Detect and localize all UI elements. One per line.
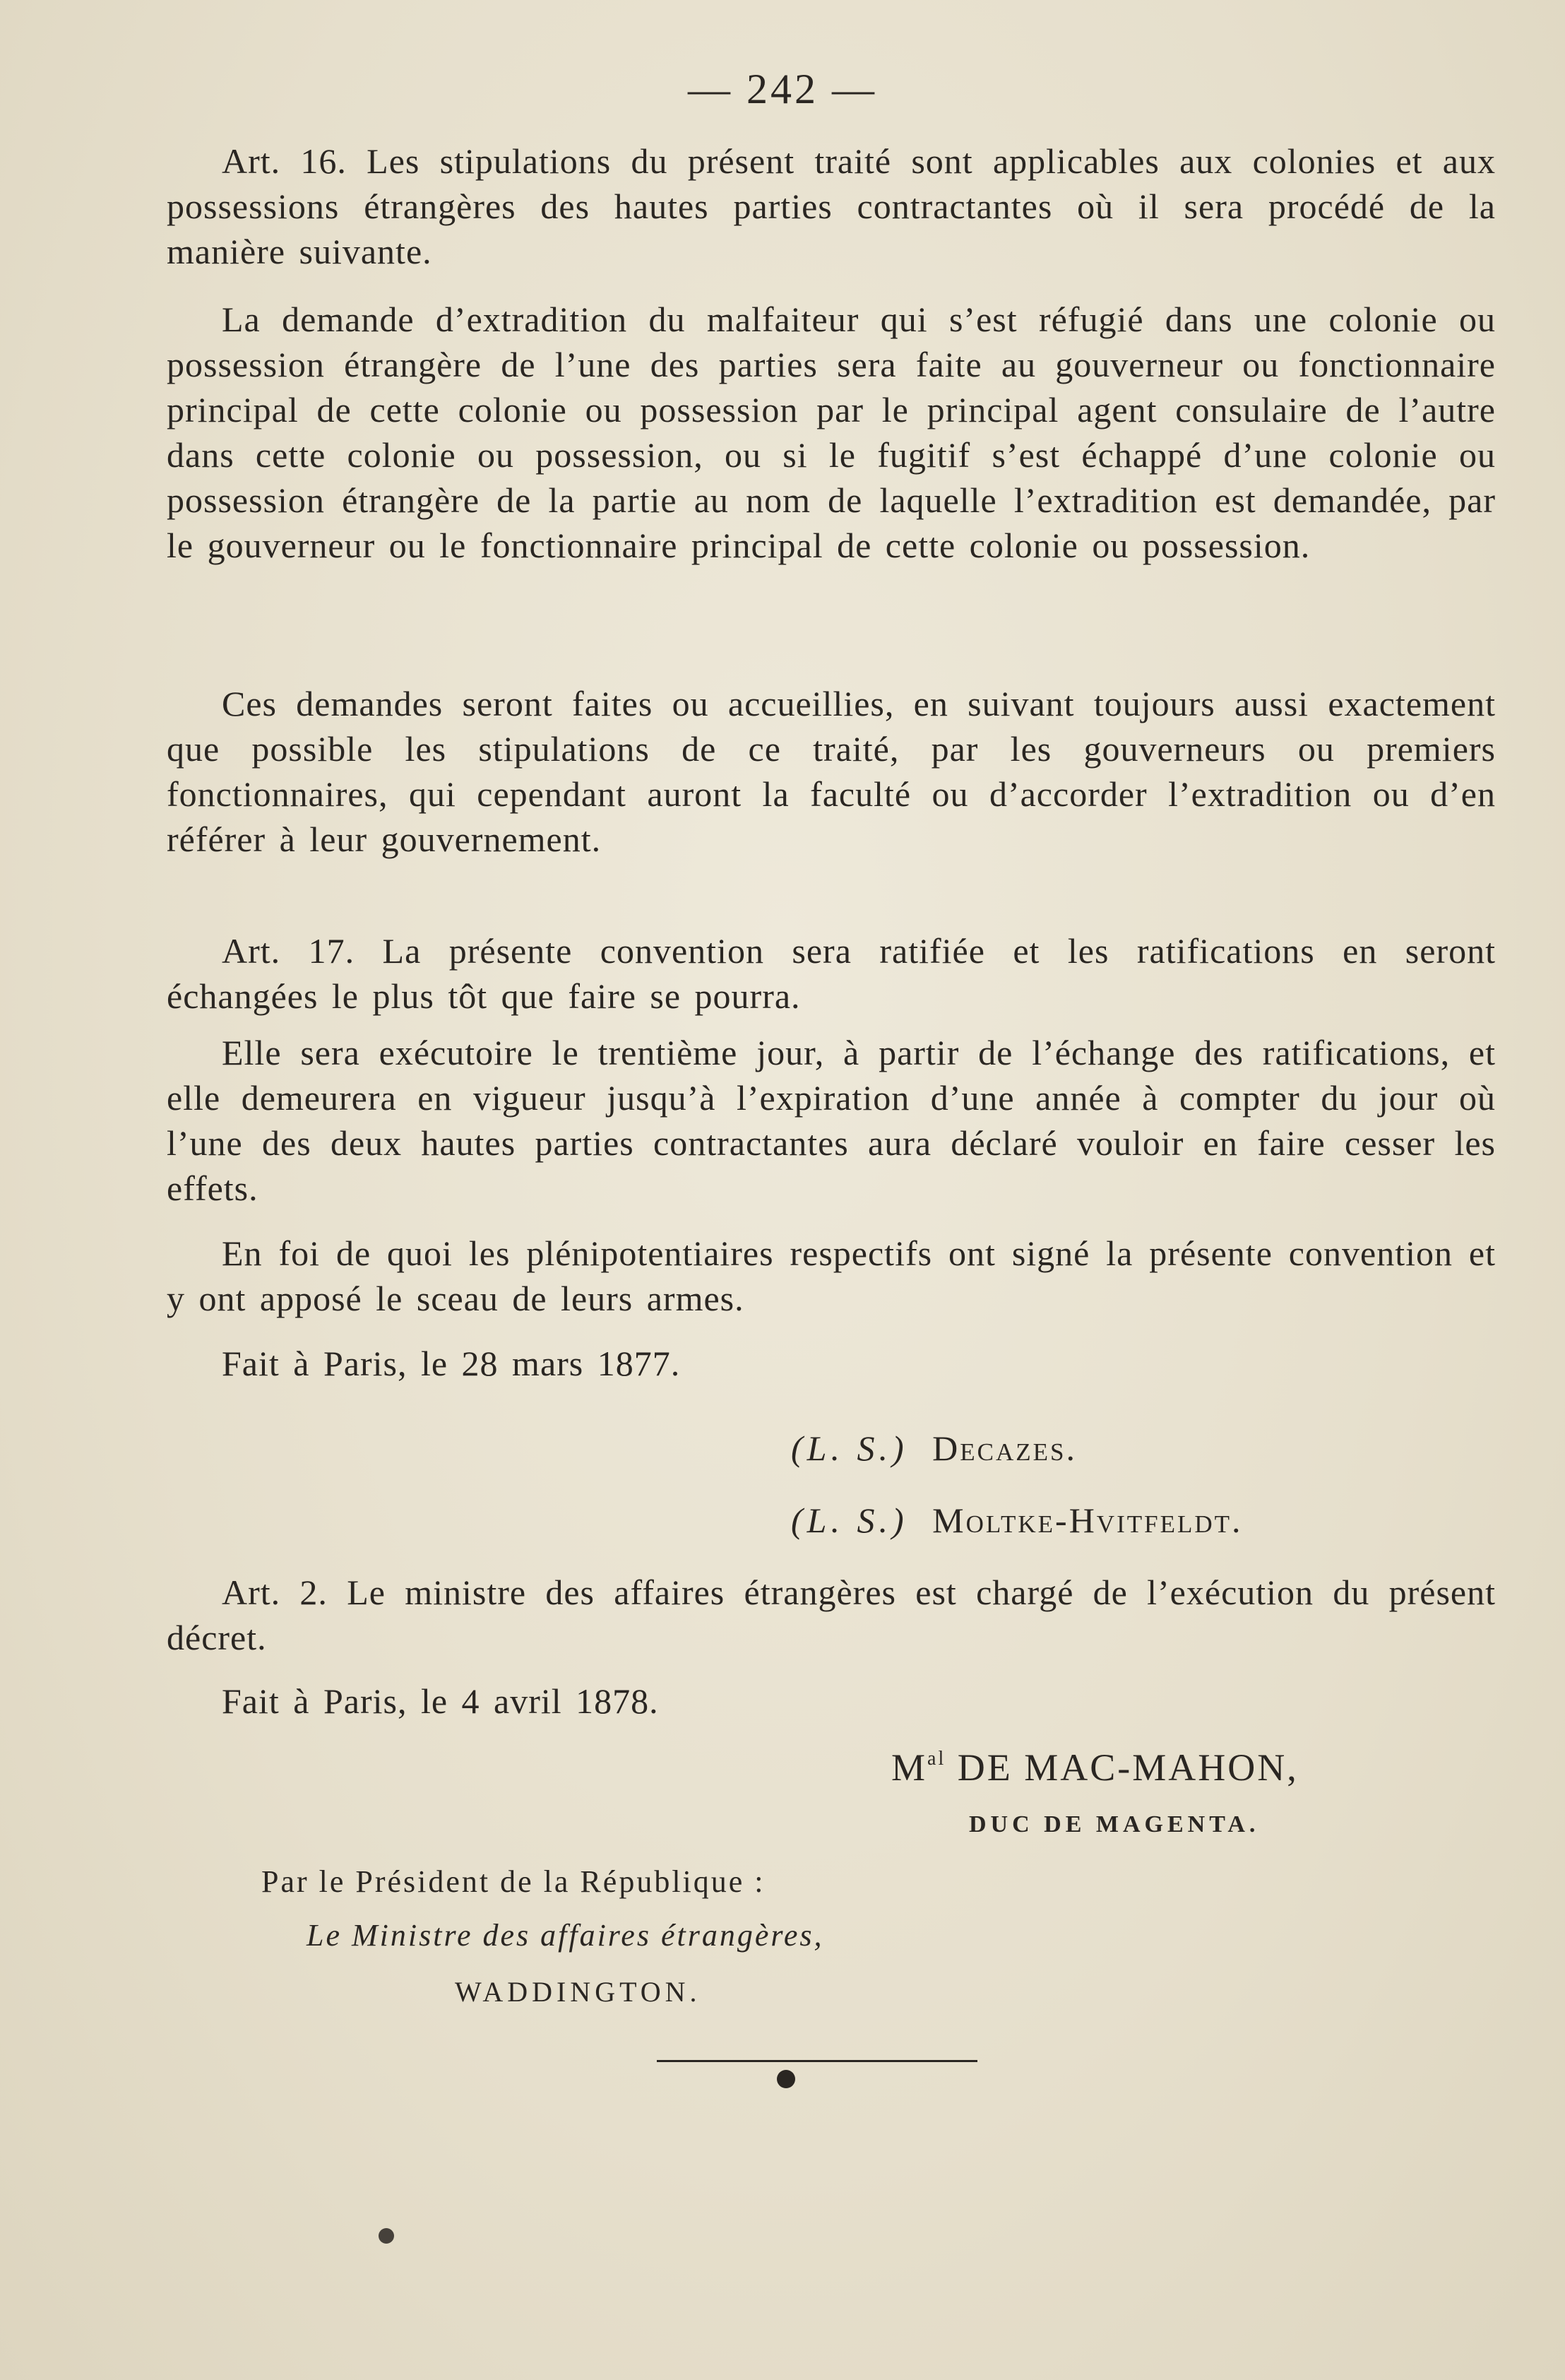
closing-rule xyxy=(657,2060,977,2062)
signer-moltke: Moltke-Hvitfeldt. xyxy=(932,1500,1243,1540)
duc-de-magenta: DUC DE MAGENTA. xyxy=(969,1811,1260,1837)
ornament-dot xyxy=(777,2070,795,2088)
marshal-name: DE MAC-MAHON, xyxy=(957,1746,1299,1789)
paragraph-art-17: Art. 17. La présente convention sera ratifiée et les ratifications en seront échangées le plus tôt que faire se pourra. xyxy=(167,931,1496,1016)
paragraph-art-2: Art. 2. Le ministre des affaires étrangères est chargé de l’exécution du présent décret. xyxy=(167,1573,1496,1657)
seal-2: (L. S.) xyxy=(791,1500,908,1540)
paragraph-en-foi: En foi de quoi les plénipotentiaires respectifs ont signé la présente convention et y ont apposé le sceau de leurs armes. xyxy=(167,1233,1496,1318)
paragraph-demandes: Ces demandes seront faites ou accueillies, en suivant toujours aussi exactement que possible les stipulations de ce traité, par les gouverneurs ou premiers fonctionnaires, qui cependant auront la faculté ou d’accorder l’extradition ou d’en référer à leur gouvernement. xyxy=(167,684,1496,859)
signer-decazes: Decazes. xyxy=(932,1428,1077,1468)
minister-title: Le Ministre des affaires étrangères, xyxy=(307,1918,824,1953)
page-number: — 242 — xyxy=(688,66,877,112)
paragraph-art-16: Art. 16. Les stipulations du présent traité sont applicables aux colonies et aux possessions étrangères des hautes parties contractantes où il sera procédé de la manière suivante. xyxy=(167,141,1496,271)
marshal-sup: al xyxy=(927,1748,946,1770)
minister-name: WADDINGTON. xyxy=(455,1976,701,2008)
par-le-president: Par le Président de la République : xyxy=(261,1864,766,1899)
paragraph-extradition-demand: La demande d’extradition du malfaiteur qui s’est réfugié dans une colonie ou possession étrangère de l’une des parties sera faite au gouverneur ou fonctionnaire principal de cette colonie ou possession par le principal agent consulaire de l’autre dans cette colonie ou possession, ou si le fugitif s’est échappé d’une colonie ou possession étrangère de la partie au nom de laquelle l’extradition est demandée, par le gouverneur ou le fonctionnaire principal de cette colonie ou possession. xyxy=(167,300,1496,565)
marshal-signature xyxy=(891,1736,1299,1790)
signature-decazes xyxy=(791,1426,1077,1471)
signature-moltke xyxy=(791,1498,1243,1543)
marshal-prefix: M xyxy=(891,1746,928,1789)
paragraph-fait-1877: Fait à Paris, le 28 mars 1877. xyxy=(222,1344,681,1383)
paragraph-fait-1878: Fait à Paris, le 4 avril 1878. xyxy=(222,1681,659,1721)
ink-speck xyxy=(379,2228,394,2244)
seal-1: (L. S.) xyxy=(791,1428,908,1468)
paragraph-executoire: Elle sera exécutoire le trentième jour, à partir de l’échange des ratifications, et elle demeurera en vigueur jusqu’à l’expiration d’une année à compter du jour où l’une des deux hautes parties contractantes aura déclaré vouloir en faire cesser les effets. xyxy=(167,1033,1496,1208)
